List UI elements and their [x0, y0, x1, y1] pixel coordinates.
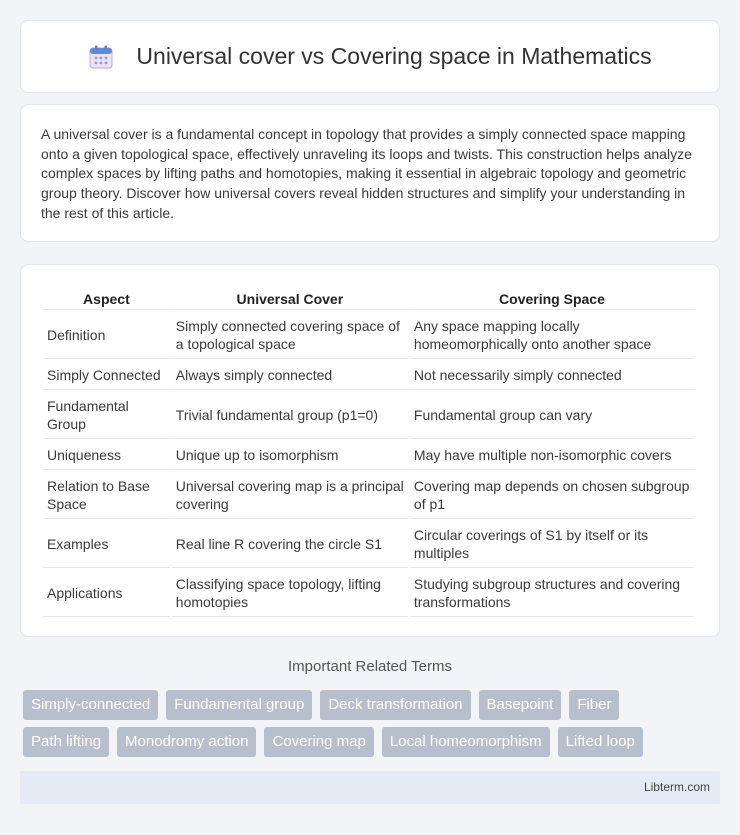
tag-path-lifting[interactable]: Path lifting — [23, 727, 109, 757]
header-covering-space: Covering Space — [410, 287, 694, 310]
row-covering-space: May have multiple non-isomorphic covers — [410, 441, 694, 470]
row-aspect: Definition — [43, 312, 170, 359]
row-universal-cover: Real line R covering the circle S1 — [172, 521, 408, 568]
table-row — [43, 361, 694, 390]
row-covering-space: Fundamental group can vary — [410, 392, 694, 439]
title-row — [21, 21, 719, 92]
comparison-table — [41, 285, 696, 619]
intro-text: A universal cover is a fundamental concept in topology that provides a simply connected space mapping onto a given topological space, effectively unraveling its loops and twists. This construction helps analyze complex spaces by lifting paths and homotopies, making it essential in algebraic topology and geometric group theory. Discover how universal covers reveal hidden structures and simplify your understanding in the rest of this article. — [41, 126, 692, 221]
row-aspect: Relation to Base Space — [43, 472, 170, 519]
row-covering-space: Not necessarily simply connected — [410, 361, 694, 390]
tag-monodromy-action[interactable]: Monodromy action — [117, 727, 256, 757]
tag-fiber[interactable]: Fiber — [569, 690, 619, 720]
tag-basepoint[interactable]: Basepoint — [479, 690, 562, 720]
table-row — [43, 472, 694, 519]
table-row — [43, 312, 694, 359]
row-universal-cover: Always simply connected — [172, 361, 408, 390]
row-universal-cover: Universal covering map is a principal covering — [172, 472, 408, 519]
row-aspect: Examples — [43, 521, 170, 568]
footer — [20, 771, 720, 804]
tag-row — [23, 690, 723, 720]
tag-fundamental-group[interactable]: Fundamental group — [166, 690, 312, 720]
calendar-icon — [88, 44, 114, 70]
related-terms-title: Important Related Terms — [288, 658, 452, 675]
row-covering-space: Covering map depends on chosen subgroup of p1 — [410, 472, 694, 519]
comparison-card — [20, 264, 720, 637]
row-universal-cover: Simply connected covering space of a topological space — [172, 312, 408, 359]
tag-row — [23, 727, 723, 757]
tag-covering-map[interactable]: Covering map — [264, 727, 373, 757]
tag-deck-transformation[interactable]: Deck transformation — [320, 690, 470, 720]
row-aspect: Simply Connected — [43, 361, 170, 390]
tag-simply-connected[interactable]: Simply-connected — [23, 690, 158, 720]
page-title: Universal cover vs Covering space in Mathematics — [136, 43, 652, 69]
header-aspect: Aspect — [43, 287, 170, 310]
row-covering-space: Circular coverings of S1 by itself or its multiples — [410, 521, 694, 568]
footer-site-link[interactable]: Libterm.com — [643, 780, 710, 794]
tag-local-homeomorphism[interactable]: Local homeomorphism — [382, 727, 550, 757]
row-covering-space: Studying subgroup structures and covering transformations — [410, 570, 694, 617]
header-universal-cover: Universal Cover — [172, 287, 408, 310]
table-row — [43, 570, 694, 617]
row-universal-cover: Trivial fundamental group (p1=0) — [172, 392, 408, 439]
intro-card — [20, 104, 720, 242]
related-terms — [23, 690, 723, 764]
table-header-row — [43, 287, 694, 310]
table-row — [43, 392, 694, 439]
row-universal-cover: Classifying space topology, lifting homotopies — [172, 570, 408, 617]
row-aspect: Applications — [43, 570, 170, 617]
row-aspect: Fundamental Group — [43, 392, 170, 439]
table-row — [43, 521, 694, 568]
title-card — [20, 20, 720, 93]
row-aspect: Uniqueness — [43, 441, 170, 470]
table-row — [43, 441, 694, 470]
row-covering-space: Any space mapping locally homeomorphically onto another space — [410, 312, 694, 359]
tag-lifted-loop[interactable]: Lifted loop — [558, 727, 643, 757]
row-universal-cover: Unique up to isomorphism — [172, 441, 408, 470]
